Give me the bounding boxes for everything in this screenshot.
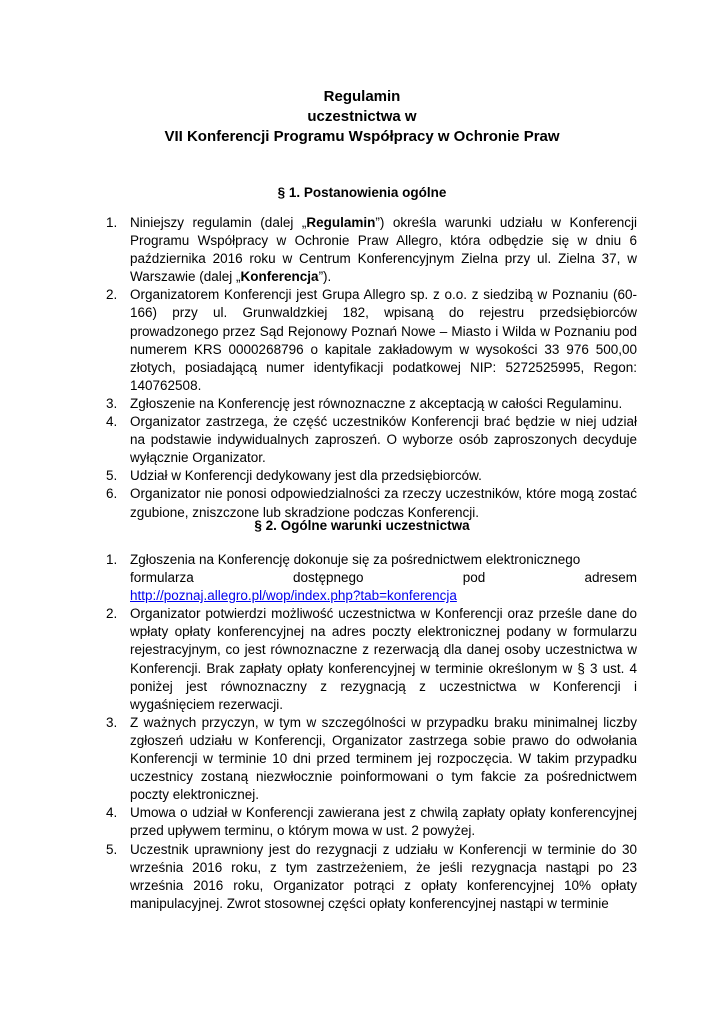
list-item bbox=[106, 714, 637, 804]
item-text: Udział w Konferencji dedykowany jest dla przedsiębiorców. bbox=[130, 468, 482, 484]
item-text: Uczestnik uprawniony jest do rezygnacji z udziału w Konferencji w terminie do 30 września 2016 roku, z tym zastrzeżeniem, że jeśli rezygnacja nastąpi po 23 września 2016 roku, Organizator potrąci z opłaty konferencyjnej 10% opłaty manipulacyjnej. Zwrot stosownej części opłaty konferencyjnej nastąpi w terminie bbox=[130, 841, 637, 911]
list-item bbox=[106, 395, 637, 413]
section-1-list bbox=[106, 214, 638, 522]
item-number: 6. bbox=[106, 486, 118, 502]
list-item bbox=[106, 286, 637, 395]
list-item bbox=[106, 605, 637, 714]
item-text: Zgłoszenia na Konferencję dokonuje się za pośrednictwem elektronicznego bbox=[130, 552, 581, 567]
item-text: Organizatorem Konferencji jest Grupa Allegro sp. z o.o. z siedzibą w Poznaniu (60-166) przy ul. Grunwaldzkiej 182, wpisaną do rejestru przedsiębiorców prowadzonego przez Sąd Rejonowy Poznań Nowe – Miasto i Wilda w Poznaniu pod numerem KRS 0000268796 o kapitale zakładowym w wysokości 33 976 500,00 złotych, posiadającą numer identyfikacji podatkowej NIP: 5272525995, Regon: 140762508. bbox=[130, 287, 637, 393]
section-1-heading: § 1. Postanowienia ogólne bbox=[277, 185, 447, 200]
item-number: 1. bbox=[106, 215, 118, 230]
title-line: VII Konferencji Programu Współpracy w Ochronie Praw bbox=[164, 128, 560, 145]
item-text: ”). bbox=[318, 269, 332, 285]
list-item bbox=[106, 413, 637, 467]
item-number: 3. bbox=[106, 714, 118, 730]
list-item bbox=[106, 551, 637, 605]
title-line: uczestnictwa w bbox=[307, 108, 417, 125]
section-2-heading: § 2. Ogólne warunki uczestnictwa bbox=[254, 518, 470, 533]
title-line: Regulamin bbox=[323, 88, 401, 105]
item-number: 1. bbox=[106, 552, 118, 567]
item-number: 5. bbox=[106, 841, 118, 857]
item-text: Zgłoszenie na Konferencję jest równoznaczne z akceptacją w całości Regulaminu. bbox=[130, 395, 623, 411]
item-text: Z ważnych przyczyn, w tym w szczególności w przypadku braku minimalnej liczby zgłoszeń udziału w Konferencji, Organizator zastrzega sobie prawo do odwołania Konferencji w terminie 10 dni przed terminem jej rozpoczęcia. W takim przypadku uczestnicy zostaną niezwłocznie poinformowani o tym fakcie za pośrednictwem poczty elektronicznej. bbox=[130, 714, 637, 803]
item-number: 2. bbox=[106, 287, 118, 303]
item-text: Organizator zastrzega, że część uczestników Konferencji brać będzie w niej udział na podstawie indywidualnych zaproszeń. O wyborze osób zaproszonych decyduje wyłącznie Organizator. bbox=[130, 414, 637, 466]
item-text: Umowa o udział w Konferencji zawierana jest z chwilą zapłaty opłaty konferencyjnej przed upływem terminu, o którym mowa w ust. 2 powyżej. bbox=[130, 805, 637, 839]
list-item bbox=[106, 841, 637, 913]
item-text: Organizator nie ponosi odpowiedzialności za rzeczy uczestników, które mogą zostać zgubione, zniszczone lub skradzione podczas Konferencji. bbox=[130, 486, 637, 520]
item-number: 5. bbox=[106, 468, 118, 484]
list-item bbox=[106, 214, 638, 286]
item-number: 4. bbox=[106, 805, 118, 821]
document-title bbox=[0, 87, 724, 147]
item-text-line bbox=[130, 569, 637, 587]
item-number: 2. bbox=[106, 606, 118, 622]
item-text: ”) określa warunki udziału w Konferencji Programu Współpracy w Ochronie Praw Allegro, która odbędzie się w dniu 6 października 2016 roku w Centrum Konferencyjnym Zielna przy ul. Zielna 37, w Warszawie (dalej „ bbox=[130, 215, 638, 285]
item-number: 3. bbox=[106, 395, 118, 411]
defined-term: Konferencja bbox=[240, 269, 319, 285]
registration-form-link[interactable]: http://poznaj.allegro.pl/wop/index.php?tab=konferencja bbox=[130, 588, 457, 604]
item-text: Niniejszy regulamin (dalej „ bbox=[130, 215, 307, 230]
item-word: dostępnego bbox=[292, 570, 364, 586]
item-word: adresem bbox=[584, 570, 637, 586]
list-item bbox=[106, 804, 637, 840]
defined-term: Regulamin bbox=[306, 215, 376, 230]
list-item bbox=[106, 467, 637, 485]
section-2-list bbox=[106, 551, 637, 913]
item-word: formularza bbox=[130, 570, 194, 586]
item-word: pod bbox=[462, 570, 486, 586]
item-number: 4. bbox=[106, 414, 118, 430]
item-text: Organizator potwierdzi możliwość uczestnictwa w Konferencji oraz prześle dane do wpłaty opłaty konferencyjnej na adres poczty elektronicznej podany w formularzu rejestracyjnym, co jest równoznaczne z rezerwacją dla danej osoby uczestnictwa w Konferencji. Brak zapłaty opłaty konferencyjnej w terminie określonym w § 3 ust. 4 poniżej jest równoznaczny z rezygnacją z uczestnictwa w Konferencji i wygaśnięciem rezerwacji. bbox=[130, 606, 637, 712]
